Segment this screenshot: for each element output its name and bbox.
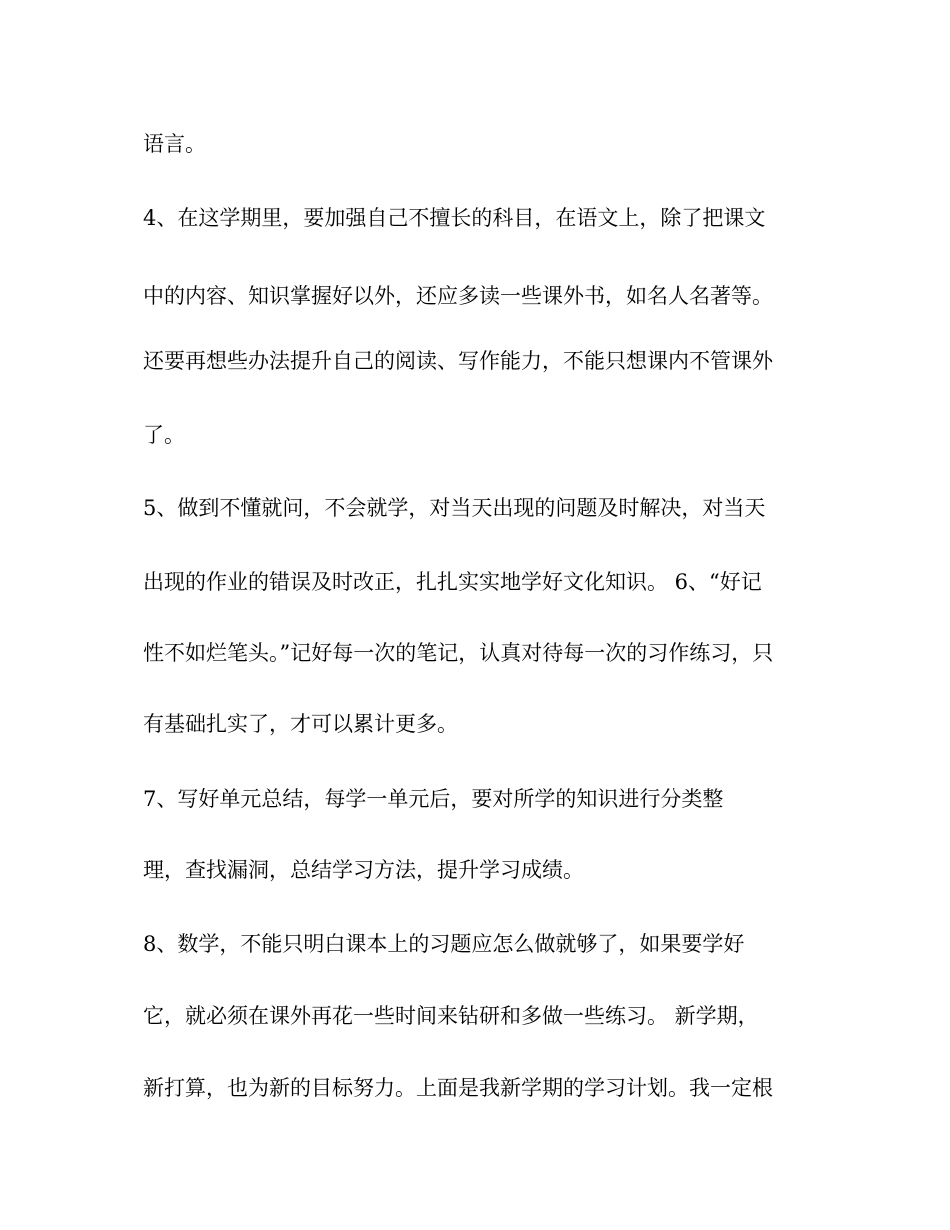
- text-line: 还要再想些办法提升自己的阅读、写作能力，不能只想课内不管课外: [143, 349, 773, 373]
- text-line: 语言。: [143, 132, 206, 156]
- text-line: 它，就必须在课外再花一些时间来钻研和多做一些练习。 新学期，: [143, 1004, 759, 1028]
- text-line: 8、数学，不能只明白课本上的习题应怎么做就够了，如果要学好: [143, 932, 745, 956]
- text-line: 5、做到不懂就问，不会就学，对当天出现的问题及时解决，对当天: [143, 496, 766, 520]
- text-line: 7、写好单元总结，每学一单元后，要对所学的知识进行分类整: [143, 787, 724, 811]
- text-line: 理，查找漏洞，总结学习方法，提升学习成绩。: [143, 858, 584, 882]
- text-line: 了。: [143, 423, 185, 447]
- text-line: 出现的作业的错误及时改正，扎扎实实地学好文化知识。 6、“好记: [143, 570, 762, 594]
- text-line: 中的内容、知识掌握好以外，还应多读一些课外书，如名人名著等。: [143, 284, 773, 308]
- text-line: 新打算，也为新的目标努力。上面是我新学期的学习计划。我一定根: [143, 1076, 773, 1100]
- text-line: 4、在这学期里，要加强自己不擅长的科目，在语文上，除了把课文: [143, 206, 766, 230]
- text-line: 性不如烂笔头。”记好每一次的笔记，认真对待每一次的习作练习，只: [143, 641, 774, 665]
- text-line: 有基础扎实了，才可以累计更多。: [143, 712, 458, 736]
